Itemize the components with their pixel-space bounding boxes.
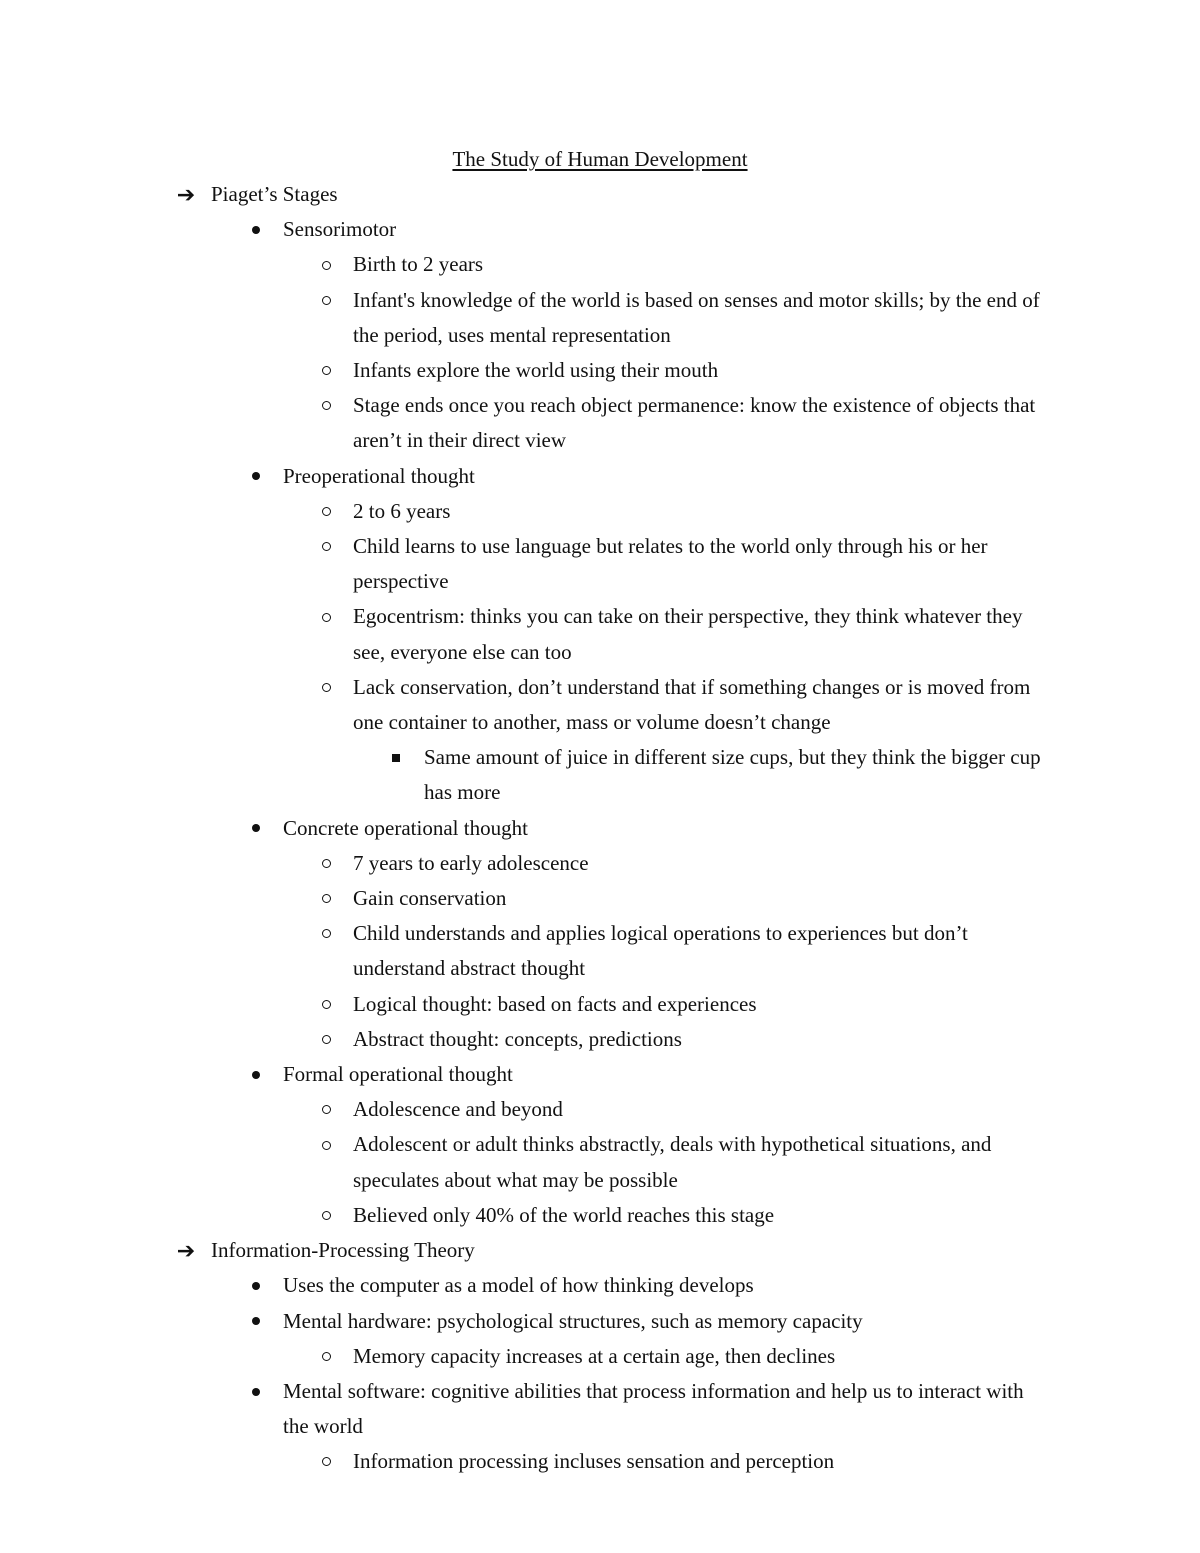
list-item: Memory capacity increases at a certain age, then declines [0,1339,1053,1374]
list-item: Infant's knowledge of the world is based on senses and motor skills; by the end of the period, uses mental representation [0,283,1053,353]
bullet-icon [246,1374,266,1409]
list-item: Logical thought: based on facts and experiences [0,987,1053,1022]
list-item: Stage ends once you reach object permanence: know the existence of objects that aren’t in their direct view [0,388,1053,458]
list-item: Adolescent or adult thinks abstractly, deals with hypothetical situations, and speculates about what may be possible [0,1127,1053,1197]
list-item: Believed only 40% of the world reaches this stage [0,1198,1053,1233]
arrow-icon: ➔ [176,1238,196,1264]
circle-bullet-icon [316,247,336,282]
bullet-icon [246,1304,266,1339]
page-title: The Study of Human Development [452,147,748,171]
square-bullet-icon [386,740,406,775]
list-item: Uses the computer as a model of how thinking develops [0,1268,1053,1303]
section-heading: ➔ Piaget’s Stages [0,177,1051,212]
list-item: Lack conservation, don’t understand that if something changes or is moved from one container to another, mass or volume doesn’t change [0,670,1053,740]
list-item: 7 years to early adolescence [0,846,1053,881]
circle-bullet-icon [316,353,336,388]
circle-bullet-icon [316,670,336,705]
circle-bullet-icon [316,599,336,634]
circle-bullet-icon [316,1127,336,1162]
arrow-icon: ➔ [176,182,196,207]
list-item: Birth to 2 years [0,247,1053,282]
list-item: 2 to 6 years [0,494,1053,529]
bullet-icon [246,1057,266,1092]
circle-bullet-icon [316,494,336,529]
list-item: Child understands and applies logical operations to experiences but don’t understand abstract thought [0,916,1053,986]
circle-bullet-icon [316,1092,336,1127]
circle-bullet-icon [316,1198,336,1233]
circle-bullet-icon [316,846,336,881]
circle-bullet-icon [316,283,336,318]
list-item: Mental software: cognitive abilities that process information and help us to interact with the world [0,1374,1053,1444]
bullet-icon [246,811,266,846]
section-heading: ➔ Information-Processing Theory [0,1233,1051,1268]
circle-bullet-icon [316,987,336,1022]
circle-bullet-icon [316,388,336,423]
circle-bullet-icon [316,1022,336,1057]
circle-bullet-icon [316,1444,336,1479]
outline [0,177,1200,1480]
list-item: Mental hardware: psychological structures, such as memory capacity [0,1304,1053,1339]
list-item: Abstract thought: concepts, predictions [0,1022,1053,1057]
list-item: Egocentrism: thinks you can take on their perspective, they think whatever they see, everyone else can too [0,599,1053,669]
bullet-icon [246,212,266,247]
list-item: Same amount of juice in different size cups, but they think the bigger cup has more [0,740,1054,810]
bullet-icon [246,459,266,494]
bullet-icon [246,1268,266,1303]
circle-bullet-icon [316,881,336,916]
list-item: Concrete operational thought [0,811,1053,846]
list-item: Information processing incluses sensation and perception [0,1444,1053,1479]
circle-bullet-icon [316,529,336,564]
list-item: Gain conservation [0,881,1053,916]
list-item: Child learns to use language but relates to the world only through his or her perspective [0,529,1053,599]
circle-bullet-icon [316,916,336,951]
list-item: Infants explore the world using their mouth [0,353,1053,388]
list-item: Sensorimotor [0,212,1053,247]
list-item: Formal operational thought [0,1057,1053,1092]
circle-bullet-icon [316,1339,336,1374]
list-item: Preoperational thought [0,459,1053,494]
list-item: Adolescence and beyond [0,1092,1053,1127]
